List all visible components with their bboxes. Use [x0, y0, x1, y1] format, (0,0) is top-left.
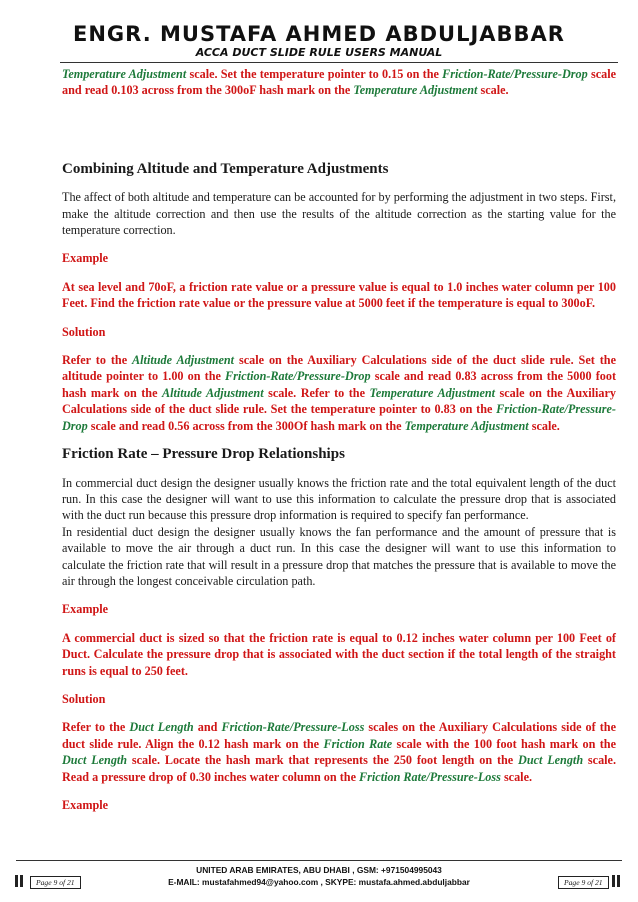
page-number-right: Page 9 of 21 — [558, 876, 609, 889]
footer-divider — [16, 860, 622, 861]
scale-ref: Duct Length — [129, 720, 194, 735]
text-run: Refer to the — [62, 720, 130, 735]
solution-label: Solution — [62, 324, 106, 339]
example-text: At sea level and 70oF, a friction rate value or a pressure value is equal to 1.0 inches water column per 100 Feet. Find the friction rate value or the pressure value at 5000 feet if the temperature is equal to 300oF. — [62, 279, 616, 311]
header-divider — [60, 62, 618, 63]
text-run: scale. Locate the hash mark that represents the 250 foot length on the — [127, 753, 519, 768]
text-run: scale on the Auxiliary Calculations side of the duct slide rule. Set the altitude pointer to 1.00 on the — [62, 353, 616, 384]
footer-address: UNITED ARAB EMIRATES, ABU DHABI , GSM: +971504995043 — [196, 865, 442, 875]
page-header — [0, 0, 638, 59]
solution-text — [62, 719, 616, 785]
text-run: scale. Read a pressure drop of 0.30 inches water column on the — [62, 753, 617, 784]
solution-text — [62, 352, 616, 434]
page-footer — [0, 864, 638, 888]
footer-bars-left — [15, 874, 25, 886]
text-run: scale and read 0.83 across from the 5000 foot hash mark on the — [62, 369, 616, 400]
text-run: scale on the Auxiliary Calculations side of the duct slide rule. Set the temperature pointer to 0.83 on the — [62, 385, 616, 417]
text-run: scale. Refer to the — [263, 385, 370, 400]
scale-ref: Duct Length — [518, 753, 584, 768]
scale-ref: Friction-Rate/Pressure-Drop — [62, 402, 616, 433]
page-number-left: Page 9 of 21 — [30, 876, 81, 889]
scale-ref: Altitude Adjustment — [132, 353, 235, 368]
solution-label: Solution — [62, 691, 106, 706]
example-label: Example — [62, 602, 109, 617]
author-name: ENGR. MUSTAFA AHMED ABDULJABBAR — [73, 22, 565, 46]
paragraph-combining: The affect of both altitude and temperature can be accounted for by performing the adjustment in two steps. First, make the altitude correction and then use the results of the altitude correction as the starting value for the temperature correction. — [62, 190, 616, 238]
scale-ref: Temperature Adjustment — [369, 385, 496, 400]
heading-friction-rate: Friction Rate – Pressure Drop Relationships — [62, 446, 345, 463]
footer-bars-right — [612, 874, 622, 886]
example-text: A commercial duct is sized so that the friction rate is equal to 0.12 inches water column per 100 Feet of Duct. Calculate the pressure drop that is associated with the duct section if the total length of the straight runs is equal to 250 feet. — [62, 630, 616, 678]
example-label: Example — [62, 798, 109, 812]
text-run: and — [193, 720, 222, 735]
heading-combining-adjustments: Combining Altitude and Temperature Adjustments — [62, 160, 389, 177]
scale-ref: Altitude Adjustment — [162, 385, 264, 400]
text-run: scale. — [477, 83, 509, 98]
text-run: scales on the Auxiliary Calculations side of the duct slide rule. Align the 0.12 hash mark on the — [62, 720, 616, 751]
text-run: scale. — [528, 418, 560, 433]
scale-ref: Duct Length — [62, 753, 128, 768]
scale-ref: Temperature Adjustment — [62, 67, 187, 81]
scale-ref: Friction Rate/Pressure-Loss — [359, 769, 501, 784]
page-content — [62, 66, 616, 813]
scale-ref: Temperature Adjustment — [353, 83, 478, 98]
text-run: scale and read 0.56 across from the 300Of hash mark on the — [87, 418, 405, 433]
manual-title: ACCA DUCT SLIDE RULE USERS MANUAL — [195, 46, 443, 59]
scale-ref: Friction Rate — [323, 736, 393, 751]
text-run: scale. Set the temperature pointer to 0.15 on the — [186, 67, 443, 81]
scale-ref: Friction-Rate/Pressure-Drop — [442, 67, 588, 81]
scale-ref: Friction-Rate/Pressure-Loss — [221, 720, 365, 735]
scale-ref: Temperature Adjustment — [404, 418, 529, 433]
paragraph-temperature-continued — [62, 66, 616, 99]
footer-contact: E-MAIL: mustafahmed94@yahoo.com , SKYPE: mustafa.ahmed.abduljabbar — [168, 877, 470, 887]
text-run: scale with the 100 foot hash mark on the — [392, 736, 616, 751]
paragraph-commercial-design: In commercial duct design the designer usually knows the friction rate and the total equivalent length of the duct run. In this case the designer will want to use this information to calculate the pressure drop that is associated with the duct run because this pressure drop information is required to specify fan performance. — [62, 475, 616, 523]
example-label: Example — [62, 251, 109, 266]
text-run: Refer to the — [62, 353, 133, 368]
paragraph-residential-design: In residential duct design the designer usually knows the fan performance and the amount of pressure that is available to move the air through a duct run. In this case the designer will want to use this information to calculate the friction rate that will result in a pressure drop that matches the pressure that is available to move the air through the longest conceivable circulation path. — [62, 524, 616, 588]
text-run: scale and read 0.103 across from the 300oF hash mark on the — [62, 67, 616, 98]
scale-ref: Friction-Rate/Pressure-Drop — [225, 369, 371, 384]
text-run: scale. — [500, 769, 533, 784]
